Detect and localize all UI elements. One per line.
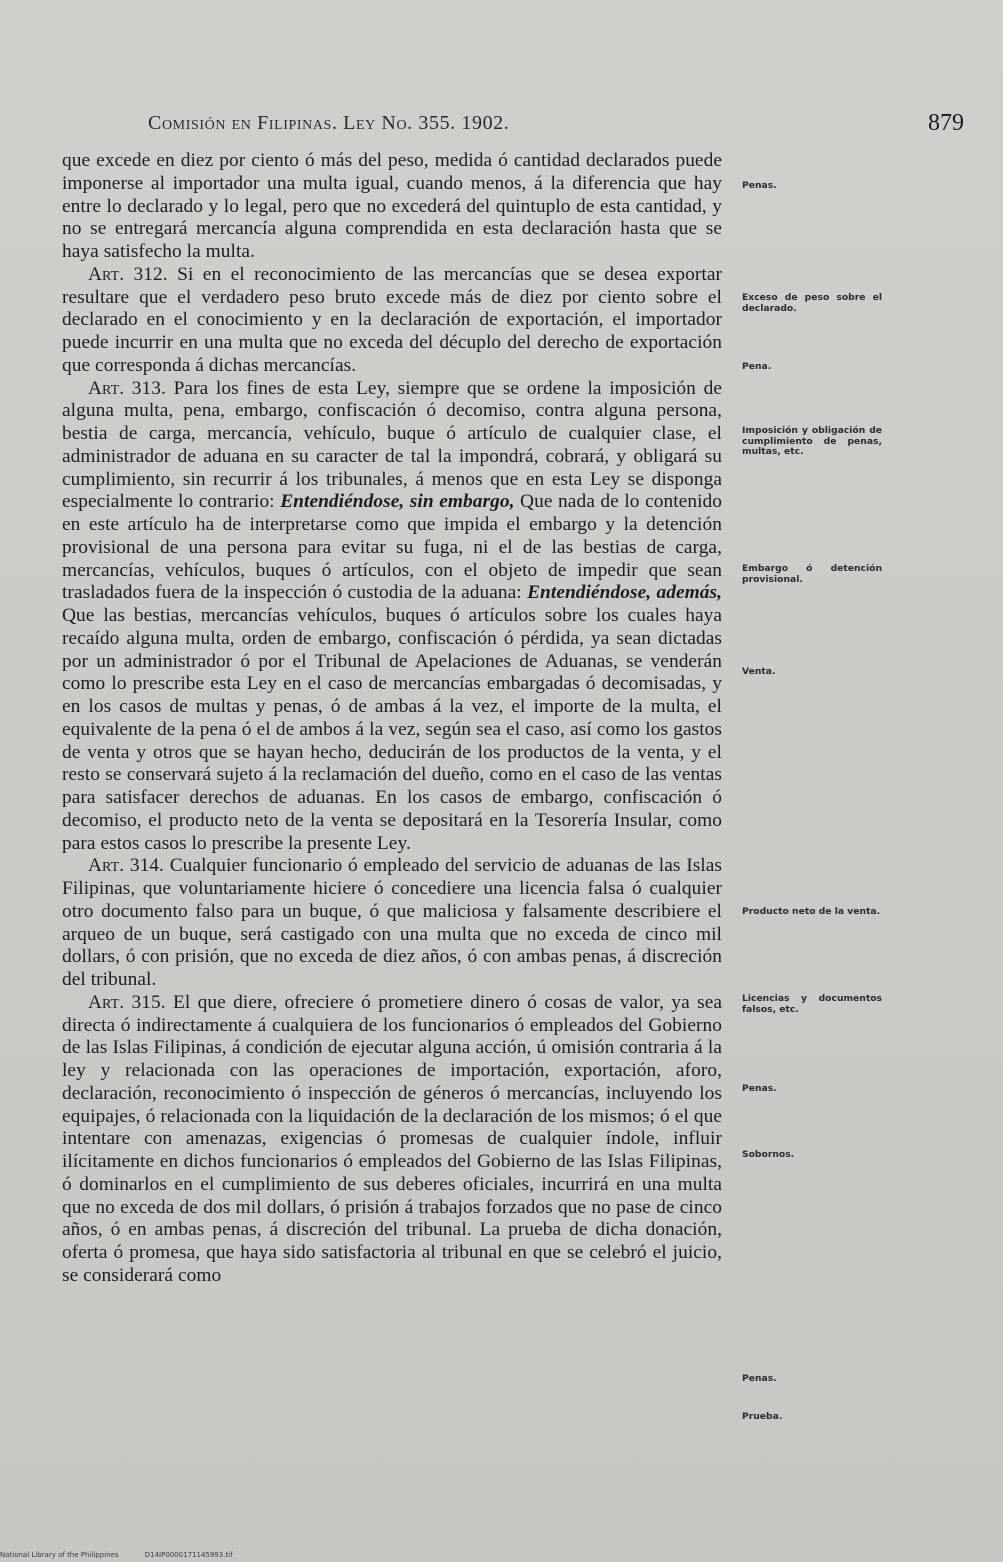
article-number: Art. 313. [88,377,166,399]
article-italic-proviso: Entendiéndose, sin embargo, [280,491,515,513]
margin-note: Licencias y documentos falsos, etc. [742,993,882,1015]
margin-note: Pena. [742,361,772,372]
article-314 [62,855,722,992]
scan-footer [0,1551,257,1559]
article-text: Que nada de lo contenido en este artículo ha de interpretarse como que impida el embargo y la detención provisional de una persona para evitar su fuga, ni el de las bestias de carga, mercancías, vehículos, buques ó artículos, con el objeto de impedir que sean trasladados fuera de la inspección ó custodia de la aduana: [62,491,722,604]
article-text: Para los fines de esta Ley, siempre que se ordene la imposición de alguna multa, pena, embargo, confiscación ó decomiso, contra alguna persona, bestia de carga, mercancía, vehículo, buque ó artículo de cualquier clase, el administrador de aduana en su caracter de tal la impondrá, cobrará, y obligará su cumplimiento, sin recurrir á los tribunales, á menos que en esta Ley se disponga especialmente lo contrario: [62,377,722,513]
margin-note: Imposición y obligación de cumplimiento de penas, multas, etc. [742,425,882,457]
article-313 [62,378,722,856]
paragraph-continuation [62,150,722,264]
margin-note: Penas. [742,180,777,191]
page-number: 879 [928,110,964,136]
margin-note: Venta. [742,666,776,677]
article-text: Que las bestias, mercancías vehículos, buques ó artículos sobre los cuales haya recaído alguna multa, orden de embargo, confiscación ó pérdida, ya sean dictadas por un administrador ó por el Tribunal de Apelaciones de Aduanas, se venderán como lo prescribe esta Ley en el caso de mercancías embargadas ó decomisadas, y en los casos de multas y penas, ó de ambas á la vez, el importe de la multa, el equivalente de la pena ó el de ambos á la vez, según sea el caso, así como los gastos de venta y otros que se hayan hecho, deducirán de los productos de la venta, y el resto se conservará sujeto á la reclamación del dueño, como en el caso de las ventas para satisfacer derechos de aduanas. En los casos de embargo, confiscación ó decomiso, el producto neto de la venta se depositará en la Tesorería Insular, como para estos casos lo prescribe la presente Ley. [62,605,722,854]
article-number: Art. 314. [88,855,164,877]
margin-note: Sobornos. [742,1149,795,1160]
article-italic-proviso: Entendiéndose, además, [527,582,722,604]
margin-note: Producto neto de la venta. [742,906,881,917]
paragraph-text: que excede en diez por ciento ó más del peso, medida ó cantidad declarados puede imponerse al importador una multa igual, cuando menos, á la diferencia que hay entre lo declarado y lo legal, pero que no excederá del quintuplo de esta cantidad, y no se entregará mercancía alguna comprendida en esta declaración hasta que se haya satisfecho la multa. [62,150,722,262]
margin-note: Penas. [742,1083,777,1094]
article-number: Art. 312. [88,263,168,285]
margin-note: Penas. [742,1373,777,1384]
margin-note: Prueba. [742,1411,783,1422]
footer-library: National Library of the Philippines [0,1551,119,1559]
body-text [62,150,722,1288]
article-number: Art. 315. [88,991,166,1013]
running-head: Comisión en Filipinas. Ley No. 355. 1902. [148,112,510,134]
article-text: Cualquier funcionario ó empleado del servicio de aduanas de las Islas Filipinas, que voluntariamente hiciere ó concediere una licencia falsa ó cualquier otro documento falso para un buque, ó que maliciosa y falsamente describiere el arqueo de un buque, será castigado con una multa que no exceda de cinco mil dollars, ó con prisión, que no exceda de diez años, ó con ambas penas, á discreción del tribunal. [62,855,722,990]
article-text: Si en el reconocimiento de las mercancías que se desea exportar resultare que el verdadero peso bruto excede más de diez por ciento sobre el declarado en el conocimiento y en la declaración de exportación, el importador puede incurrir en una multa que no exceda del décuplo del derecho de exportación que corresponda á dichas mercancías. [62,263,722,376]
article-text: El que diere, ofreciere ó prometiere dinero ó cosas de valor, ya sea directa ó indirectamente á cualquiera de los funcionarios ó empleados del Gobierno de las Islas Filipinas, á condición de ejecutar alguna acción, ú omisión contraria á la ley y relacionada con las operaciones de importación, exportación, aforo, declaración, reconocimiento ó inspección de géneros ó mercancías, incluyendo los equipajes, ó relacionada con la liquidación de la declaración de los mismos; ó el que intentare con amenazas, exigencias ó promesas de cualquier índole, influir ilícitamente en dichos funcionarios ó empleados del Gobierno de las Islas Filipinas, ó dominarlos en el cumplimiento de sus deberes oficiales, incurrirá en una multa que no exceda de dos mil dollars, ó prisión á trabajos forzados que no pase de cinco años, ó en ambas penas, á discreción del tribunal. La prueba de dicha donación, oferta ó promesa, que haya sido satisfactoria al tribunal en que se celebró el juicio, se considerará como [62,991,723,1286]
article-312 [62,264,722,378]
footer-code: D14IP0000171145993.tif [144,1551,233,1559]
margin-note: Exceso de peso sobre el declarado. [742,292,882,314]
article-315 [62,992,722,1288]
margin-note: Embargo ó detención provisional. [742,563,882,585]
